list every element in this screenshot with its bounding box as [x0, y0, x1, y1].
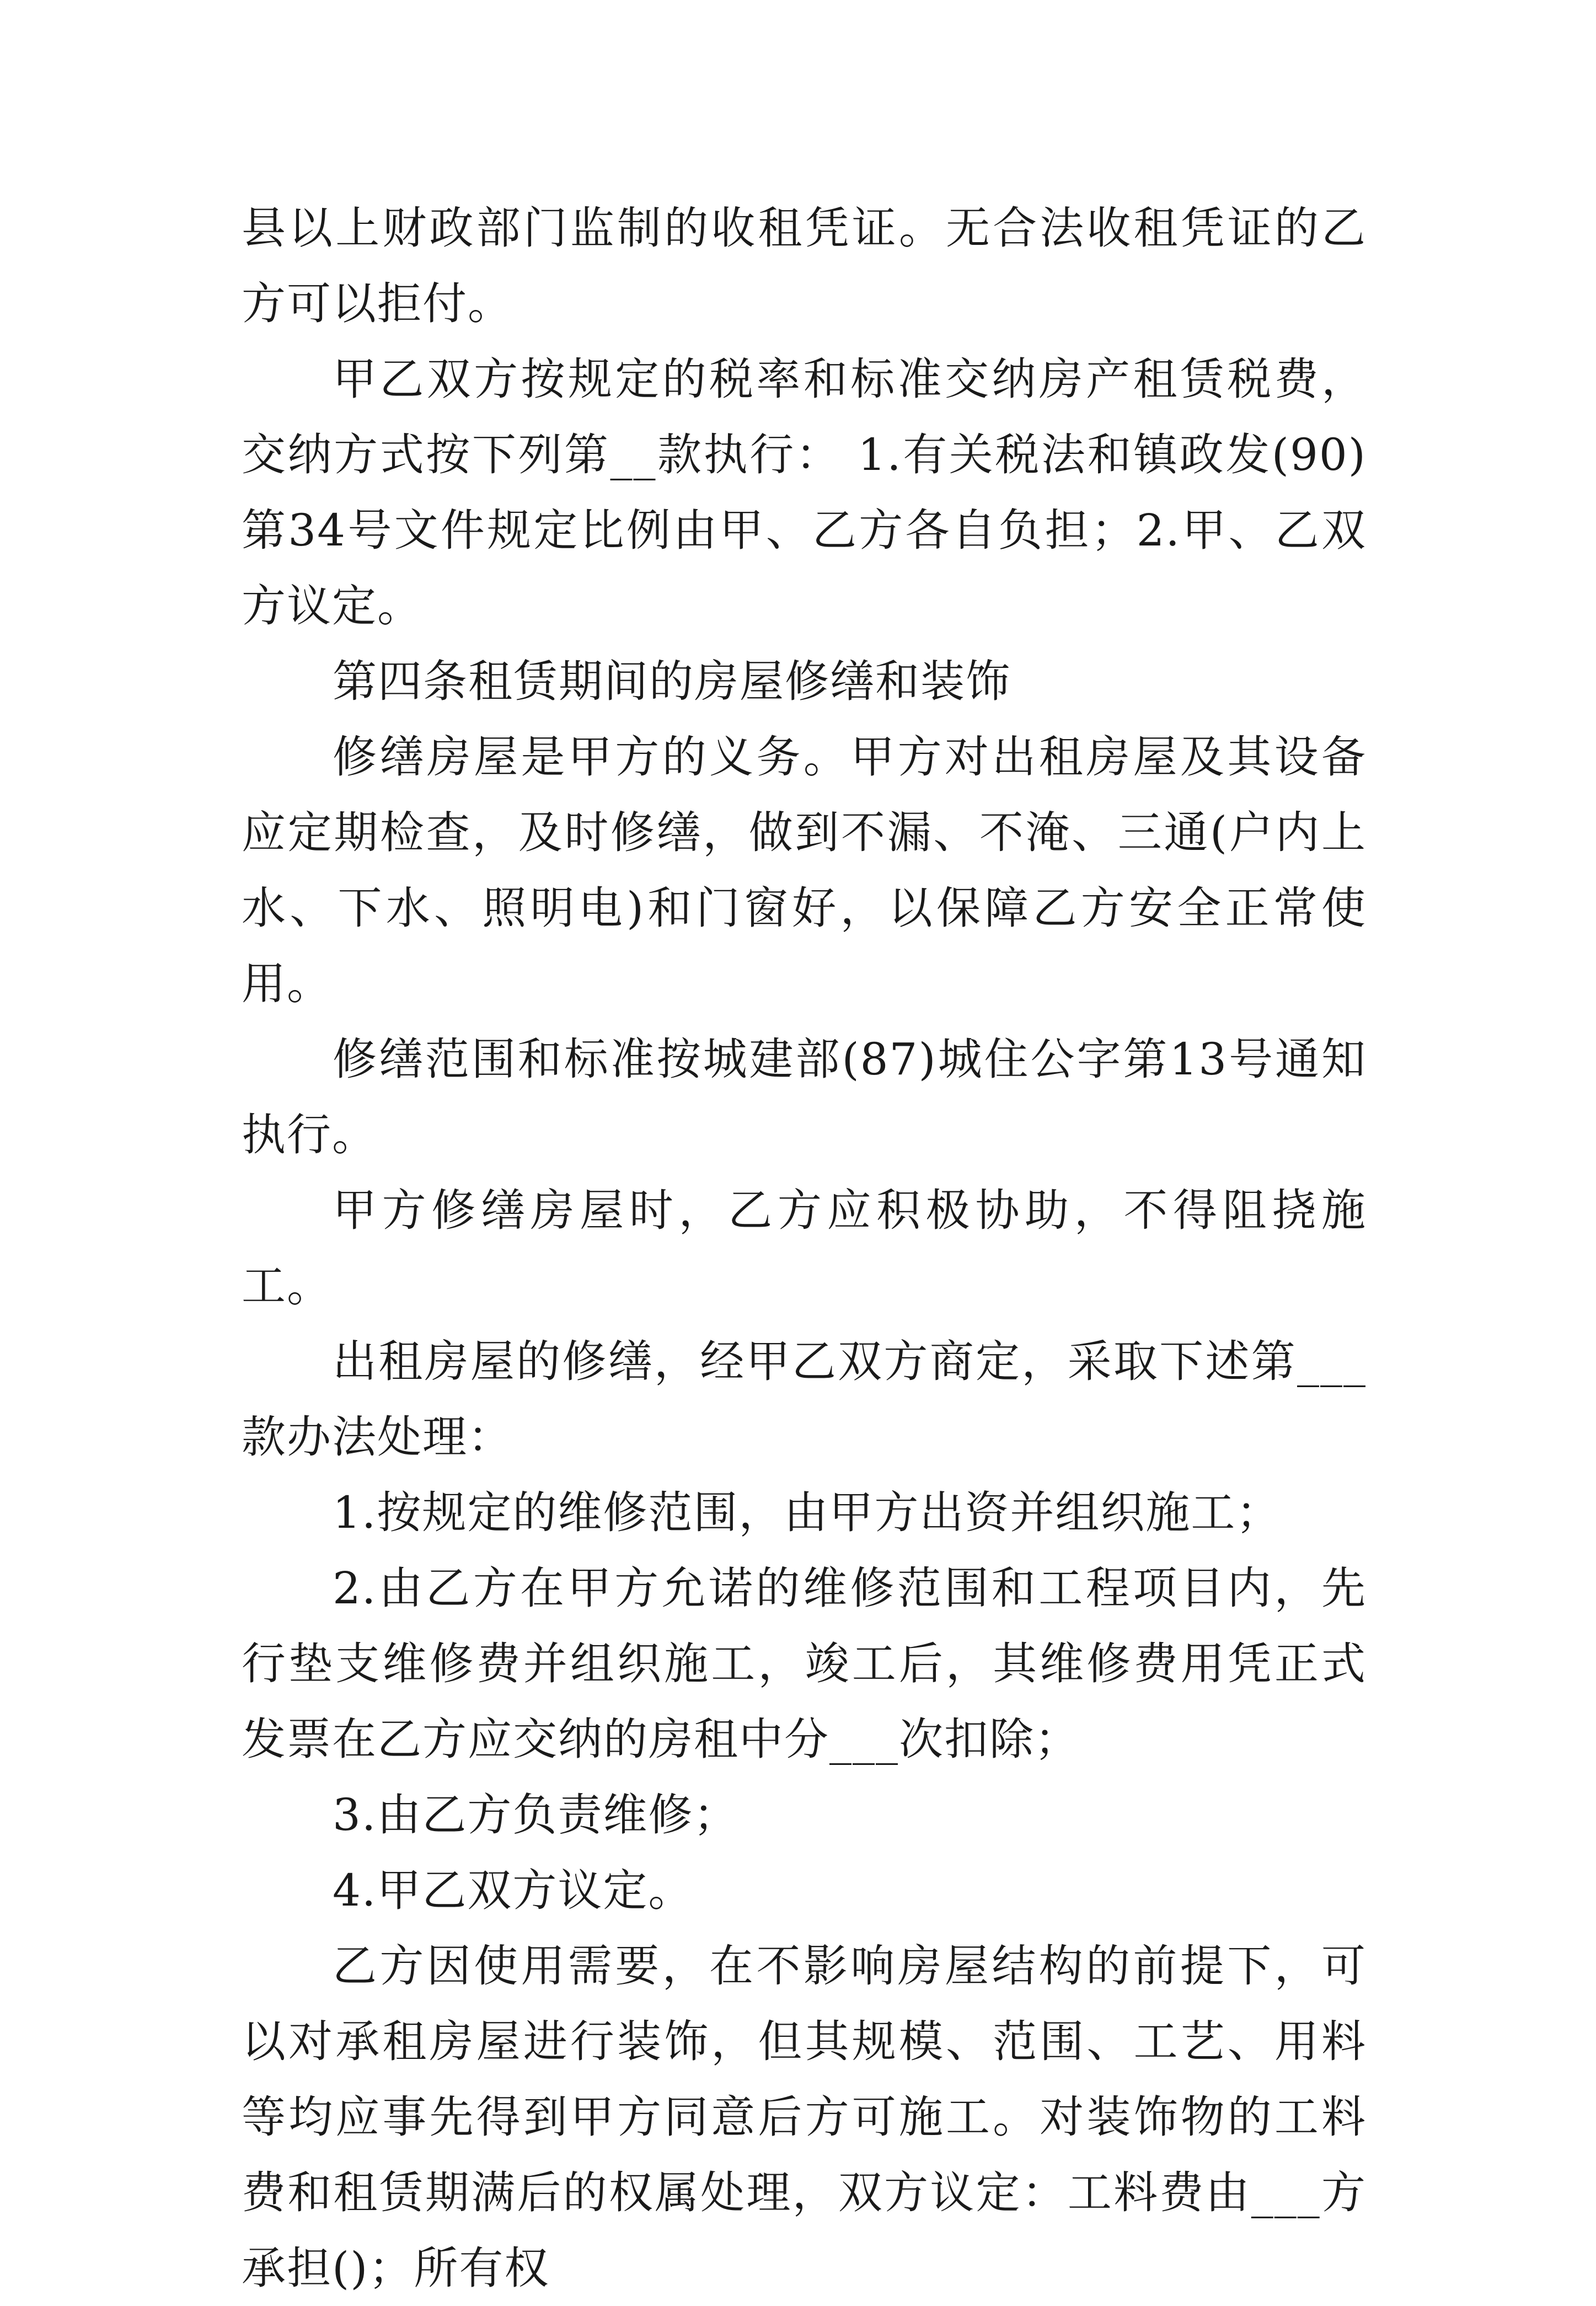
paragraph-repair-cooperation: 甲方修缮房屋时，乙方应积极协助，不得阻挠施工。: [242, 1185, 1367, 1312]
paragraph-repair-method: 出租房屋的修缮，经甲乙双方商定，采取下述第___款办法处理：: [242, 1336, 1367, 1463]
paragraph-payment-receipt: 县以上财政部门监制的收租凭证。无合法收租凭证的乙方可以拒付。: [242, 202, 1367, 329]
list-item-option-3: 3.由乙方负责维修；: [333, 1789, 739, 1840]
list-item-option-2: 2.由乙方在甲方允诺的维修范围和工程项目内，先行垫支维修费并组织施工，竣工后，其维修费用凭正式发票在乙方应交纳的房租中分___次扣除；: [242, 1563, 1367, 1765]
list-item-option-4: 4.甲乙双方议定。: [333, 1865, 694, 1916]
paragraph-repair-scope: 修缮范围和标准按城建部(87)城住公字第13号通知执行。: [242, 1034, 1367, 1160]
paragraph-repair-duty: 修缮房屋是甲方的义务。甲方对出租房屋及其设备应定期检查，及时修缮，做到不漏、不淹、三通(户内上水、下水、照明电)和门窗好，以保障乙方安全正常使用。: [242, 731, 1367, 1009]
paragraph-decoration: 乙方因使用需要，在不影响房屋结构的前提下，可以对承租房屋进行装饰，但其规模、范围、工艺、用料等均应事先得到甲方同意后方可施工。对装饰物的工料费和租赁期满后的权属处理，双方议定：工料费由___方承担()；所有权: [242, 1940, 1367, 2294]
article-four-heading: 第四条租赁期间的房屋修缮和装饰: [333, 656, 1011, 707]
document-body: [242, 190, 1367, 2306]
list-item-option-1: 1.按规定的维修范围，由甲方出资并组织施工；: [333, 1487, 1282, 1538]
paragraph-tax-fees: 甲乙双方按规定的税率和标准交纳房产租赁税费，交纳方式按下列第__款执行： 1.有关税法和镇政发(90)第34号文件规定比例由甲、乙方各自负担；2.甲、乙双方议定。: [242, 354, 1367, 632]
